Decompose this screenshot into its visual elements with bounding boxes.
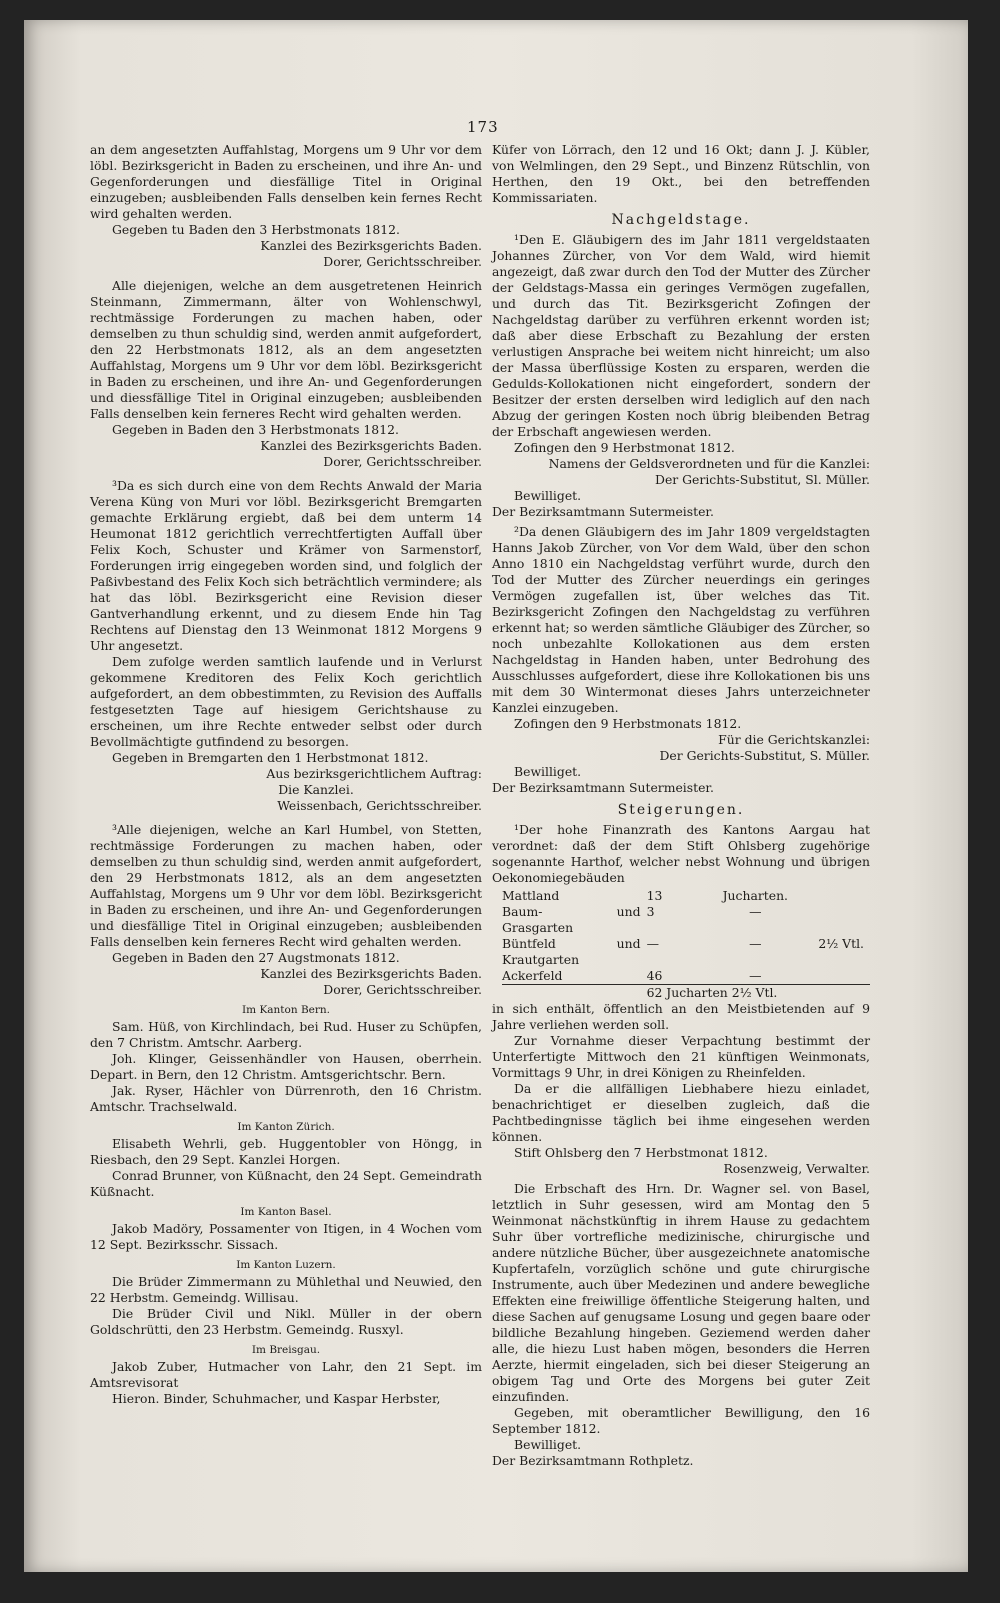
notice-signature: Kanzlei des Bezirksgerichts Baden. xyxy=(260,966,482,981)
notice-date: Gegeben in Baden den 3 Herbstmonats 1812. xyxy=(112,422,399,437)
table-cell: — xyxy=(646,936,659,951)
notice-text: Dem zufolge werden samtlich laufende und in Verlurst gekommene Kreditoren des Felix Koch gerichtlich aufgefordert, an dem obbestimmten, zu Revision des Auffalls festgesetzten Tage auf hiesigem Gerichtshause zu erscheinen, um ihre Rechte entweder selbst oder durch Bevollmächtigte gutfindend zu besorgen. xyxy=(90,654,482,749)
notice-approval: Bewilliget. xyxy=(514,764,582,779)
table-row xyxy=(502,968,870,985)
table-cell: — xyxy=(749,904,762,919)
right-column xyxy=(492,142,870,1469)
table-row xyxy=(502,888,870,904)
table-total: 62 Jucharten 2½ Vtl. xyxy=(647,985,870,1002)
notice-date: Gegeben tu Baden den 3 Herbstmonats 1812. xyxy=(112,222,400,237)
notice-signature: Der Bezirksamtmann Sutermeister. xyxy=(492,780,714,795)
list-entry: Hieron. Binder, Schuhmacher, und Kaspar Herbster, xyxy=(112,1391,441,1406)
notice-date: Gegeben in Bremgarten den 1 Herbstmonat 1812. xyxy=(112,750,429,765)
notice-signature: Die Kanzlei. xyxy=(278,782,354,797)
left-column xyxy=(90,142,482,1407)
list-entry: Die Brüder Zimmermann zu Mühlethal und Neuwied, den 22 Herbstm. Gemeindg. Willisau. xyxy=(90,1274,482,1305)
table-cell: 13 xyxy=(646,888,663,903)
notice-signature: Für die Gerichtskanzlei: xyxy=(718,732,870,747)
list-entry: Elisabeth Wehrli, geb. Huggentobler von Höngg, in Riesbach, den 29 Sept. Kanzlei Horgen. xyxy=(90,1136,482,1167)
notice-signature: Der Bezirksamtmann Rothpletz. xyxy=(492,1453,694,1468)
notice-text: Die Erbschaft des Hrn. Dr. Wagner sel. von Basel, letztlich in Suhr gesessen, wird am Montag den 5 Weinmonat nächstkünftig in ihrem Hause zu gedachtem Suhr über vortrefliche medizinische, chirurgische und andere nützliche Bücher, über ausgezeichnete anatomische Kupfertafeln, vorzüglich schöne und gute chirurgische Instrumente, auch über Medezinen und andere bewegliche Effekten eine freiwillige öffentliche Steigerung halten, und diese Sachen auf genugsame Losung und gegen baare oder bildliche Bezahlung hingeben. Geziemend werden daher alle, die hiezu Lust haben mögen, besonders die Herren Aerzte, hiermit eingeladen, sich bei dieser Steigerung an obigem Tag und Orte des Morgens bei guter Zeit einzufinden. xyxy=(492,1181,870,1404)
notice-text: ³Da es sich durch eine von dem Rechts Anwald der Maria Verena Küng von Muri vor löbl. Bezirksgericht Bremgarten gemachte Erklärung ergiebt, daß bei dem unterm 14 Heumonat 1812 gerichtlich verrechtfertigten Auffall über Felix Koch, Schuster und Krämer von Sarmenstorf, Forderungen irrig eingegeben worden sind, und folglich der Paßivbestand des Felix Koch sich beträchtlich vermindere; als hat das löbl. Bezirksgericht eine Revision dieser Gantverhandlung erkennt, und zu diesem Ende hin Tag Rechtens auf Dienstag den 13 Weinmonat 1812 Morgens 9 Uhr angesetzt. xyxy=(90,478,482,653)
table-cell: — xyxy=(749,936,762,951)
notice-date: Gegeben in Baden den 27 Augstmonats 1812. xyxy=(112,950,400,965)
notice-signature: Der Bezirksamtmann Sutermeister. xyxy=(492,504,714,519)
notice-signature: Weissenbach, Gerichtsschreiber. xyxy=(277,798,482,813)
section-subheading: Im Kanton Basel. xyxy=(240,1206,332,1218)
section-heading: Steigerungen. xyxy=(617,802,745,818)
notice-signature: Dorer, Gerichtsschreiber. xyxy=(323,454,482,469)
notice-signature: Kanzlei des Bezirksgerichts Baden. xyxy=(260,438,482,453)
table-cell xyxy=(794,888,870,904)
table-cell xyxy=(794,968,870,985)
list-entry: Joh. Klinger, Geissenhändler von Hausen, oberrhein. Depart. in Bern, den 12 Christm. Amtsgerichtschr. Bern. xyxy=(90,1051,482,1082)
newspaper-page xyxy=(24,20,968,1572)
notice-text: Küfer von Lörrach, den 12 und 16 Okt; dann J. J. Kübler, von Welmlingen, den 29 Sept., und Binzenz Rütschlin, von Herthen, den 19 Okt., bei den betreffenden Kommissariaten. xyxy=(492,142,870,205)
notice-text: Alle diejenigen, welche an dem ausgetretenen Heinrich Steinmann, Zimmermann, älter von Wohlenschwyl, rechtmässige Forderungen zu machen haben, oder demselben zu thun schuldig sind, werden anmit aufgefordert, den 22 Herbstmonats 1812, als an dem angesetzten Auffahlstag, Morgens um 9 Uhr vor dem löbl. Bezirksgericht in Baden zu erscheinen, und ihre An- und Gegenforderungen und diessfällige Titel in Original einzugeben; ausbleibenden Falls denselben kein ferneres Recht wird gehalten werden. xyxy=(90,278,482,421)
table-cell: Baum- und Grasgarten xyxy=(502,904,641,935)
notice-approval: Bewilliget. xyxy=(514,1437,582,1452)
section-subheading: Im Kanton Bern. xyxy=(242,1004,330,1016)
notice-text: Da er die allfälligen Liebhabere hiezu einladet, benachrichtiget er dieselben zugleich, daß die Pachtbedingnisse täglich bei ihme eingesehen werden können. xyxy=(492,1081,870,1144)
list-entry: Die Brüder Civil und Nikl. Müller in der obern Goldschrütti, den 23 Herbstm. Gemeindg. Rusxyl. xyxy=(90,1306,482,1337)
notice-signature: Namens der Geldsverordneten und für die Kanzlei: xyxy=(548,456,870,471)
notice-text: Zur Vornahme dieser Verpachtung bestimmt der Unterfertigte Mittwoch den 21 künftigen Weinmonats, Vormittags 9 Uhr, in drei Königen zu Rheinfelden. xyxy=(492,1033,870,1080)
section-subheading: Im Kanton Luzern. xyxy=(236,1259,336,1271)
table-row xyxy=(502,904,870,936)
table-cell: Jucharten. xyxy=(722,888,788,903)
table-cell: 2½ Vtl. xyxy=(818,936,864,951)
notice-signature: Der Gerichts-Substitut, Sl. Müller. xyxy=(655,472,870,487)
table-total-row xyxy=(502,985,870,1002)
notice-text: in sich enthält, öffentlich an den Meistbietenden auf 9 Jahre verliehen werden soll. xyxy=(492,1001,870,1032)
table-cell: — xyxy=(749,968,762,983)
notice-text: ²Da denen Gläubigern des im Jahr 1809 vergeldstagten Hanns Jakob Zürcher, von Vor dem Wald, über den schon Anno 1810 ein Nachgeldstag verführt wurde, durch den Tod der Mutter des Zürcher neuerdings ein geringes Vermögen zugefallen ist, über welches das Tit. Bezirksgericht Zofingen den Nachgeldstag zu verführen erkennt hat; so werden sämtliche Gläubiger des Zürcher, so noch unbezahlte Kollokationen aus dem ersten Nachgeldstag in Handen haben, unter Bedrohung des Ausschlusses aufgefordert, diese ihre Kollokationen bis uns mit dem 30 Wintermonat dieses Jahrs unterzeichneter Kanzlei einzugeben. xyxy=(492,524,870,715)
list-entry: Conrad Brunner, von Küßnacht, den 24 Sept. Gemeindrath Küßnacht. xyxy=(90,1168,482,1199)
notice-text: ³Alle diejenigen, welche an Karl Humbel, von Stetten, rechtmässige Forderungen zu machen haben, oder demselben zu thun schuldig sind, werden anmit aufgefordert, den 29 Herbstmonats 1812, als an dem angesetzten Auffahlstag, Morgens um 9 Uhr vor dem löbl. Bezirksgericht in Baden zu erscheinen, und ihre An- und Gegenforderungen und diesfällige Titel in Original einzugeben; ausbleibenden Falls denselben kein ferneres Recht wird gehalten werden. xyxy=(90,822,482,949)
table-cell: 46 xyxy=(646,968,663,983)
notice-approval: Bewilliget. xyxy=(514,488,582,503)
table-cell: Ackerfeld xyxy=(502,968,563,983)
notice-signature: Der Gerichts-Substitut, S. Müller. xyxy=(659,748,870,763)
notice-text: an dem angesetzten Auffahlstag, Morgens um 9 Uhr vor dem löbl. Bezirksgericht in Baden zu erscheinen, und ihre An- und Gegenforderungen und diesfällige Titel in Original einzugeben; ausbleibenden Falls denselben kein fernes Recht wird gehalten werden. xyxy=(90,142,482,221)
table-cell: Büntfeld und Krautgarten xyxy=(502,936,641,967)
notice-signature: Rosenzweig, Verwalter. xyxy=(723,1161,870,1176)
notice-date: Gegeben, mit oberamtlicher Bewilligung, den 16 September 1812. xyxy=(492,1405,870,1436)
table-cell: 3 xyxy=(646,904,655,919)
section-subheading: Im Breisgau. xyxy=(251,1344,321,1356)
page-number: 173 xyxy=(467,118,499,136)
land-table xyxy=(502,888,870,1001)
table-row xyxy=(502,936,870,968)
notice-signature: Aus bezirksgerichtlichem Auftrag: xyxy=(266,766,482,781)
notice-date: Zofingen den 9 Herbstmonats 1812. xyxy=(514,716,742,731)
list-entry: Sam. Hüß, von Kirchlindach, bei Rud. Huser zu Schüpfen, den 7 Christm. Amtschr. Aarberg. xyxy=(90,1019,482,1050)
section-subheading: Im Kanton Zürich. xyxy=(237,1121,335,1133)
notice-signature: Kanzlei des Bezirksgerichts Baden. xyxy=(260,238,482,253)
notice-date: Zofingen den 9 Herbstmonat 1812. xyxy=(514,440,735,455)
list-entry: Jakob Madöry, Possamenter von Itigen, in 4 Wochen vom 12 Sept. Bezirksschr. Sissach. xyxy=(90,1221,482,1252)
table-cell: Mattland xyxy=(502,888,560,903)
notice-signature: Dorer, Gerichtsschreiber. xyxy=(323,254,482,269)
table-cell xyxy=(794,904,870,936)
notice-text: ¹Der hohe Finanzrath des Kantons Aargau hat verordnet: daß der dem Stift Ohlsberg zugehörige sogenannte Harthof, welcher nebst Wohnung und übrigen Oekonomiegebäuden xyxy=(492,822,870,885)
list-entry: Jakob Zuber, Hutmacher von Lahr, den 21 Sept. im Amtsrevisorat xyxy=(90,1359,482,1390)
notice-text: ¹Den E. Gläubigern des im Jahr 1811 vergeldstaaten Johannes Zürcher, von Vor dem Wald, wird hiemit angezeigt, daß zwar durch den Tod der Mutter des Zürcher der Geldstags-Massa ein geringes Vermögen zugefallen, und durch das Tit. Bezirksgericht Zofingen der Nachgeldstag darüber zu verführen erkennt worden ist; daß aber diese Erbschaft zu Bezahlung der ersten verlustigen Ansprache bei weitem nicht hinreicht; um also der Massa überflüssige Kosten zu ersparen, werden die Gedulds-Kollokationen nicht eingefordert, sondern der Besitzer der ersten derselben wird lediglich auf den nach Abzug der geringen Kosten noch übrig bleibenden Betrag der Erbschaft angewiesen werden. xyxy=(492,232,870,439)
notice-signature: Dorer, Gerichtsschreiber. xyxy=(323,982,482,997)
section-heading: Nachgeldstage. xyxy=(611,212,751,228)
notice-date: Stift Ohlsberg den 7 Herbstmonat 1812. xyxy=(514,1145,768,1160)
list-entry: Jak. Ryser, Hächler von Dürrenroth, den 16 Christm. Amtschr. Trachselwald. xyxy=(90,1083,482,1114)
